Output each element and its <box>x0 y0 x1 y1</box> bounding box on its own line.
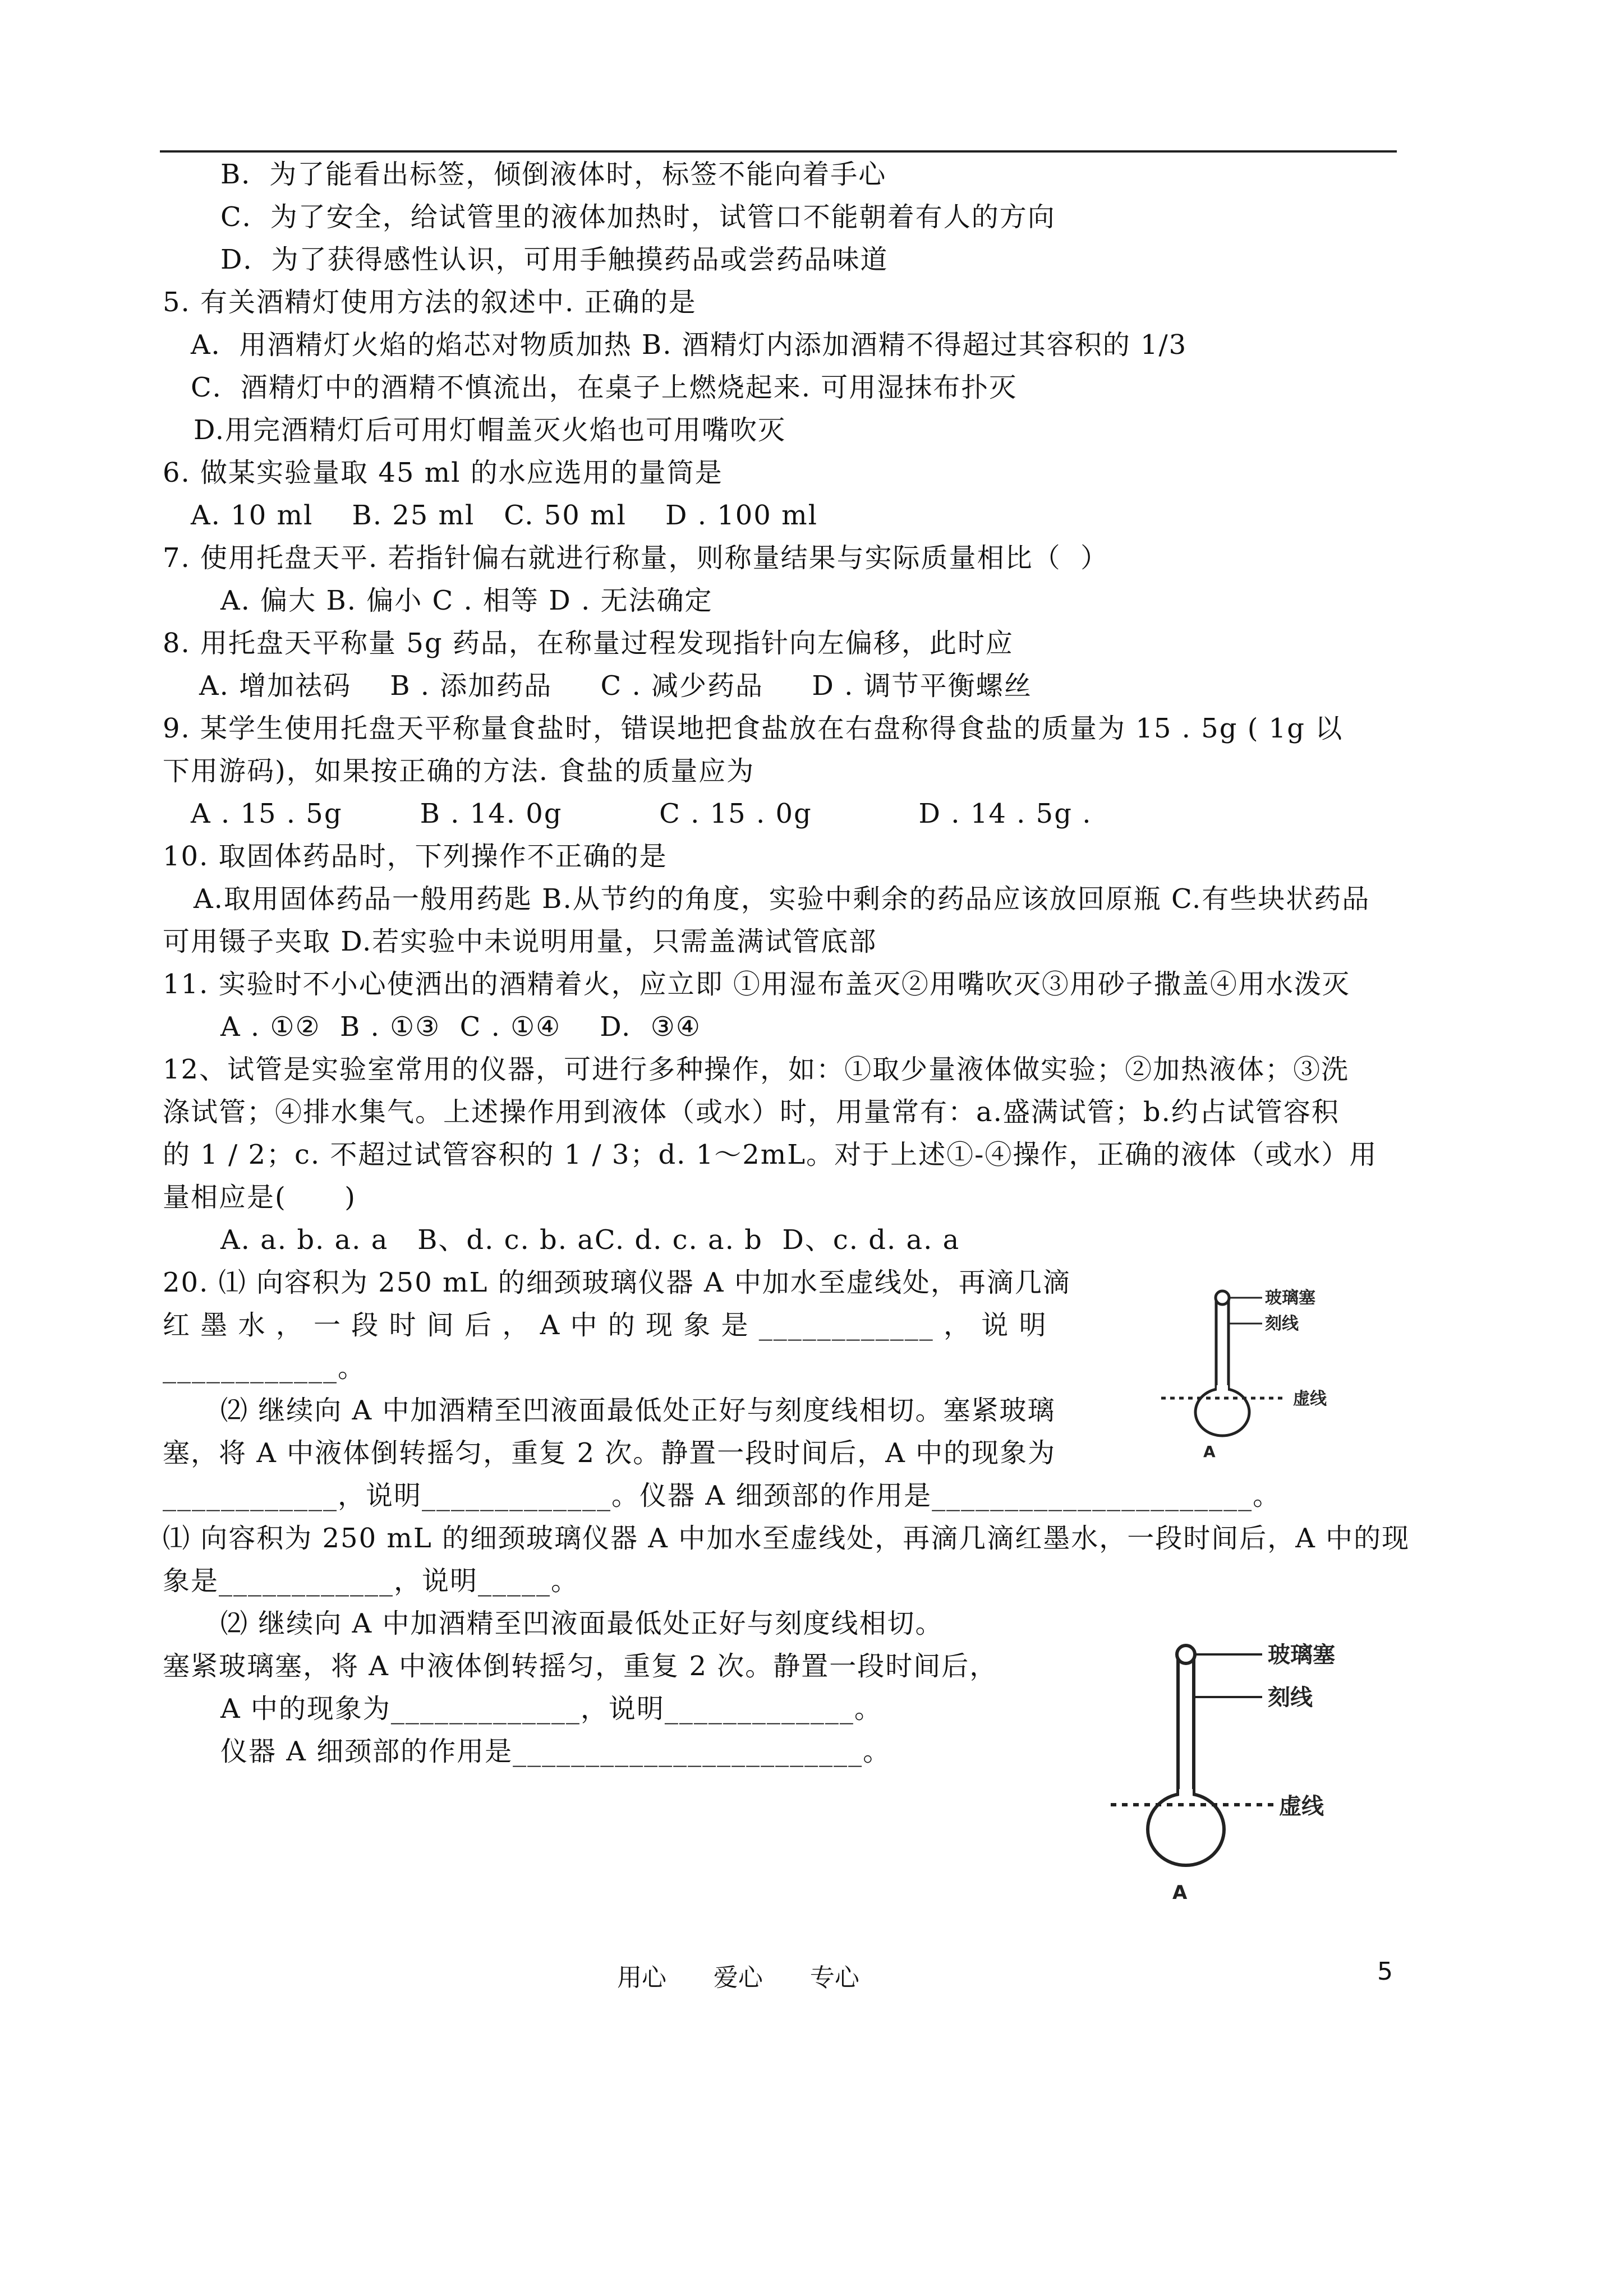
repeat-line-4: 塞紧玻璃塞，将 A 中液体倒转摇匀，重复 2 次。静置一段时间后， <box>163 1650 998 1682</box>
q7-stem: 7. 使用托盘天平. 若指针偏右就进行称量，则称量结果与实际质量相比（ ） <box>163 542 1109 574</box>
label-mark: 刻线 <box>1265 1314 1299 1334</box>
q8-stem: 8. 用托盘天平称量 5g 药品，在称量过程发现指针向左偏移，此时应 <box>163 628 1014 659</box>
q5-stem: 5. 有关酒精灯使用方法的叙述中. 正确的是 <box>163 287 697 318</box>
footer-motto: 用心 爱心 专心 <box>617 1963 859 1992</box>
header-rule <box>160 150 1397 153</box>
q9-stem-1: 9. 某学生使用托盘天平称量食盐时，错误地把食盐放在右盘称得食盐的质量为 15 . 5g ( 1g 以 <box>163 713 1344 744</box>
q9-stem-2: 下用游码)，如果按正确的方法. 食盐的质量应为 <box>163 755 755 787</box>
q12-options: A. a. b. a. a B、d. c. b. aC. d. c. a. b D、c. d. a. a <box>220 1224 960 1256</box>
q20-line-3: ____________。 <box>163 1352 366 1384</box>
q4-option-c: C．为了安全，给试管里的液体加热时，试管口不能朝着有人的方向 <box>220 201 1056 233</box>
q10-options-2: 可用镊子夹取 D.若实验中未说明用量，只需盖满试管底部 <box>163 926 877 957</box>
flask-neck <box>1178 1659 1194 1799</box>
glass-stopper-icon <box>1216 1291 1229 1304</box>
q20-line-6: ____________，说明_____________。仪器 A 细颈部的作用是______________________。 <box>163 1480 1281 1511</box>
q6-options: A. 10 ml B. 25 ml C. 50 ml D . 100 ml <box>191 500 818 531</box>
q5-options-ab: A．用酒精灯火焰的焰芯对物质加热 B. 酒精灯内添加酒精不得超过其容积的 1/3 <box>191 329 1188 361</box>
label-stopper: 玻璃塞 <box>1268 1642 1335 1668</box>
label-dashline: 虚线 <box>1279 1794 1324 1819</box>
q20-line-2: 红 墨 水 ， 一 段 时 间 后 ， A 中 的 现 象 是 ____________ ， 说 明 <box>163 1310 1047 1341</box>
label-mark: 刻线 <box>1268 1685 1313 1711</box>
repeat-line-6: 仪器 A 细颈部的作用是________________________。 <box>220 1736 891 1767</box>
label-dashline: 虚线 <box>1293 1389 1327 1409</box>
page-number: 5 <box>1377 1957 1393 1986</box>
q11-stem: 11. 实验时不小心使洒出的酒精着火，应立即 ①用湿布盖灭②用嘴吹灭③用砂子撒盖④用水泼灭 <box>163 969 1350 1000</box>
label-vessel: A <box>1172 1882 1188 1904</box>
flask-neck <box>1216 1301 1229 1394</box>
flask-diagram-large <box>1094 1626 1408 1918</box>
q5-option-c: C．酒精灯中的酒精不慎流出，在桌子上燃烧起来. 可用湿抹布扑灭 <box>191 372 1018 403</box>
q6-stem: 6. 做某实验量取 45 ml 的水应选用的量筒是 <box>163 457 723 488</box>
label-vessel: A <box>1203 1442 1216 1461</box>
q12-stem-3: 的 1 / 2；c. 不超过试管容积的 1 / 3；d. 1～2mL。对于上述①-④操作，正确的液体（或水）用 <box>163 1139 1378 1170</box>
q7-options: A. 偏大 B. 偏小 C . 相等 D . 无法确定 <box>220 585 713 616</box>
q20-line-4: ⑵ 继续向 A 中加酒精至凹液面最低处正好与刻度线相切。塞紧玻璃 <box>220 1395 1056 1426</box>
q5-option-d: D.用完酒精灯后可用灯帽盖灭火焰也可用嘴吹灭 <box>194 414 786 446</box>
label-stopper: 玻璃塞 <box>1265 1288 1315 1308</box>
q4-option-b: B．为了能看出标签，倾倒液体时，标签不能向着手心 <box>220 159 887 190</box>
q20-line-5: 塞，将 A 中液体倒转摇匀，重复 2 次。静置一段时间后，A 中的现象为 <box>163 1437 1056 1469</box>
q11-options: A . ①② B . ①③ C . ①④ D. ③④ <box>220 1011 701 1043</box>
q12-stem-1: 12、试管是实验室常用的仪器，可进行多种操作，如：①取少量液体做实验；②加热液体；③洗 <box>163 1054 1350 1085</box>
q20-line-1: 20. ⑴ 向容积为 250 mL 的细颈玻璃仪器 A 中加水至虚线处，再滴几滴 <box>163 1267 1071 1298</box>
q12-stem-4: 量相应是( ) <box>163 1182 357 1213</box>
repeat-line-5: A 中的现象为_____________，说明_____________。 <box>220 1693 882 1725</box>
q8-options: A. 增加祛码 B . 添加药品 C . 减少药品 D . 调节平衡螺丝 <box>199 670 1032 702</box>
q10-stem: 10. 取固体药品时，下列操作不正确的是 <box>163 841 668 872</box>
q4-option-d: D．为了获得感性认识，可用手触摸药品或尝药品味道 <box>220 244 889 275</box>
flask-diagram-small <box>1150 1279 1408 1469</box>
repeat-line-2: 象是____________，说明_____。 <box>163 1565 579 1597</box>
q9-options: A . 15 . 5g B . 14. 0g C . 15 . 0g D . 14 . 5g . <box>191 798 1092 829</box>
q12-stem-2: 涤试管；④排水集气。上述操作用到液体（或水）时，用量常有：a.盛满试管；b.约占试管容积 <box>163 1096 1340 1128</box>
glass-stopper-icon <box>1177 1645 1195 1663</box>
repeat-line-3: ⑵ 继续向 A 中加酒精至凹液面最低处正好与刻度线相切。 <box>220 1608 944 1639</box>
q10-options-1: A.取用固体药品一般用药匙 B.从节约的角度，实验中剩余的药品应该放回原瓶 C.有些块状药品 <box>194 883 1370 915</box>
repeat-line-1: ⑴ 向容积为 250 mL 的细颈玻璃仪器 A 中加水至虚线处，再滴几滴红墨水，一段时间后，A 中的现 <box>163 1523 1410 1554</box>
